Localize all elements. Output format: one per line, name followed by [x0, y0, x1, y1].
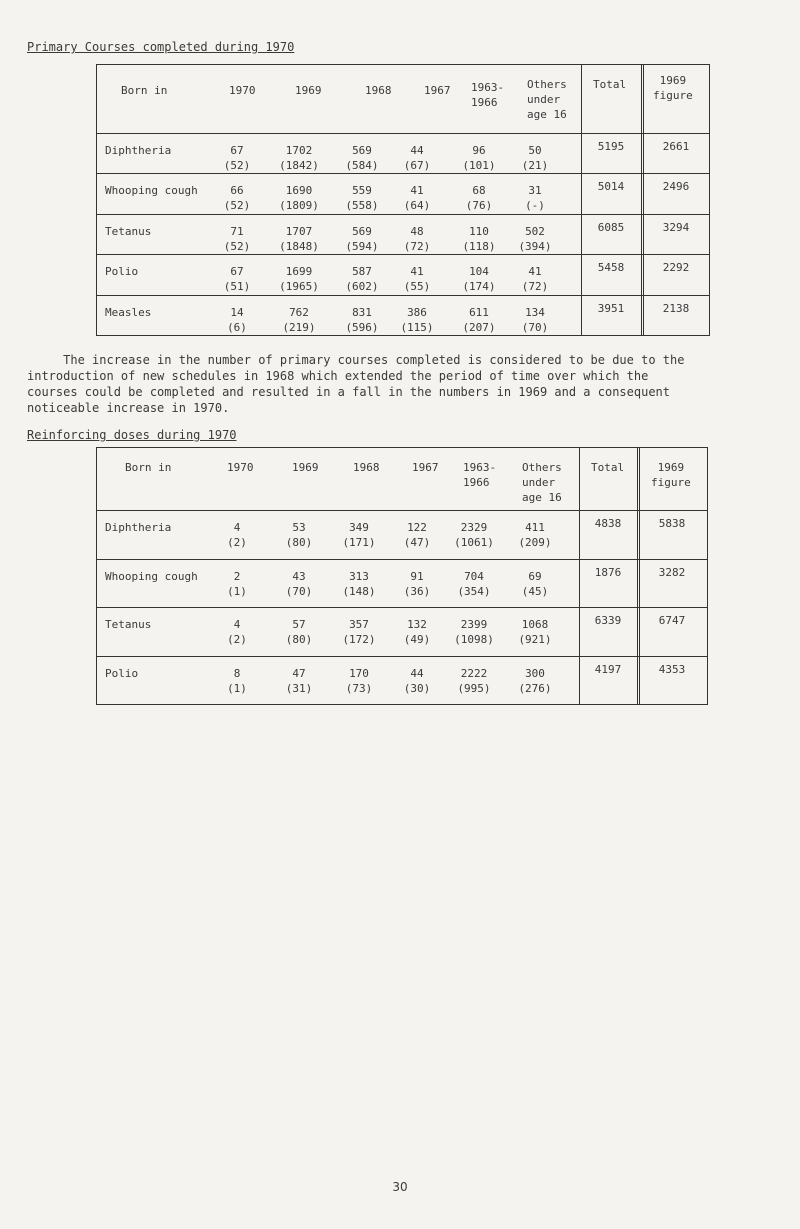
header-others: Others under age 16 — [527, 78, 567, 121]
cell-c1967: 386 (115) — [400, 305, 434, 334]
cell-c1970: 14 (6) — [227, 305, 247, 334]
cell-c1967: 132 (49) — [403, 618, 431, 646]
header-1963-1966: 1963- 1966 — [471, 81, 505, 109]
cell-total: 6085 — [597, 220, 625, 234]
header-1968: 1968 — [365, 84, 392, 97]
cell-c1963: 96 (101) — [462, 144, 496, 172]
header-1969: 1969 — [295, 84, 322, 97]
header-1969-figure: 1969 figure — [651, 461, 691, 489]
row-label: Measles — [105, 305, 152, 319]
cell-c1963: 2399 (1098) — [454, 618, 494, 646]
header-1970: 1970 — [227, 461, 254, 474]
table-row — [97, 510, 707, 560]
cell-c1969: 57 (80) — [285, 618, 313, 646]
table-header-row — [97, 65, 709, 134]
cell-fig1969: 2496 — [662, 180, 690, 194]
header-1970: 1970 — [229, 84, 256, 97]
row-label: Polio — [105, 666, 139, 680]
header-born-in: Born in — [125, 461, 172, 474]
cell-c1967: 44 (30) — [403, 666, 431, 695]
row-label: Diphtheria — [105, 521, 172, 534]
cell-c1963: 110 (118) — [462, 224, 496, 253]
row-label: Diphtheria — [105, 144, 172, 157]
cell-c1963: 704 (354) — [457, 569, 491, 598]
cell-c1967: 91 (36) — [403, 569, 431, 598]
cell-c1970: 2 (1) — [227, 569, 247, 598]
explanation-paragraph: The increase in the number of primary courses completed is considered to be due to the introduction of new schedules in 1968 which extended the period of time over which the courses could be completed and resulted in a fall in the numbers in 1969 and a consequent noticeable increase in 1970. — [27, 353, 685, 415]
header-others: Others under age 16 — [522, 461, 562, 504]
cell-c1967: 44 (67) — [403, 144, 431, 172]
cell-c1969: 53 (80) — [285, 521, 313, 549]
cell-c1968: 170 (73) — [345, 666, 373, 695]
cell-c1968: 831 (596) — [345, 305, 379, 334]
cell-c1963: 2222 (995) — [457, 666, 491, 695]
cell-c1969: 47 (31) — [285, 666, 313, 695]
cell-total: 4197 — [594, 662, 622, 676]
table-row — [97, 607, 707, 657]
header-1969-figure: 1969 figure — [653, 74, 693, 102]
table-row — [97, 214, 709, 255]
cell-others: 411 (209) — [518, 521, 552, 549]
cell-c1970: 71 (52) — [223, 224, 251, 253]
cell-c1968: 349 (171) — [342, 521, 376, 549]
cell-total: 4838 — [594, 517, 622, 530]
cell-fig1969: 3294 — [662, 220, 690, 234]
cell-fig1969: 4353 — [658, 662, 686, 676]
cell-c1969: 1690 (1809) — [279, 184, 319, 213]
cell-c1970: 4 (2) — [227, 618, 247, 646]
cell-c1968: 559 (558) — [345, 184, 379, 213]
primary-courses-table — [96, 64, 710, 336]
cell-others: 1068 (921) — [518, 618, 552, 646]
cell-c1968: 587 (602) — [345, 265, 379, 294]
cell-fig1969: 2292 — [662, 261, 690, 275]
cell-c1970: 4 (2) — [227, 521, 247, 549]
cell-c1963: 2329 (1061) — [454, 521, 494, 549]
table-row — [97, 295, 709, 335]
cell-others: 134 (70) — [521, 305, 549, 334]
cell-others: 300 (276) — [518, 666, 552, 695]
cell-c1970: 8 (1) — [227, 666, 247, 695]
row-label: Polio — [105, 265, 139, 279]
cell-c1968: 569 (584) — [345, 144, 379, 172]
table-row — [97, 559, 707, 609]
header-total: Total — [591, 461, 625, 474]
cell-c1970: 66 (52) — [223, 184, 251, 213]
cell-c1963: 611 (207) — [462, 305, 496, 334]
cell-c1963: 104 (174) — [462, 265, 496, 294]
reinforcing-doses-title: Reinforcing doses during 1970 — [27, 428, 237, 442]
cell-others: 41 (72) — [521, 265, 549, 294]
reinforcing-doses-table — [96, 447, 708, 705]
cell-total: 5195 — [597, 140, 625, 153]
row-label: Tetanus — [105, 224, 152, 238]
cell-fig1969: 2661 — [662, 140, 690, 153]
table-row — [97, 173, 709, 214]
header-total: Total — [593, 78, 627, 91]
row-label: Whooping cough — [105, 569, 198, 583]
cell-c1967: 41 (64) — [403, 184, 431, 213]
primary-courses-title: Primary Courses completed during 1970 — [27, 40, 295, 54]
cell-total: 6339 — [594, 614, 622, 627]
cell-total: 1876 — [594, 565, 622, 579]
cell-c1969: 43 (70) — [285, 569, 313, 598]
cell-c1967: 48 (72) — [403, 224, 431, 253]
header-1968: 1968 — [353, 461, 380, 474]
cell-c1968: 357 (172) — [342, 618, 376, 646]
cell-fig1969: 6747 — [658, 614, 686, 627]
cell-others: 50 (21) — [521, 144, 549, 172]
cell-fig1969: 5838 — [658, 517, 686, 530]
cell-c1969: 1699 (1965) — [279, 265, 319, 294]
cell-c1969: 1702 (1842) — [279, 144, 319, 172]
cell-c1968: 569 (594) — [345, 224, 379, 253]
cell-others: 69 (45) — [521, 569, 549, 598]
cell-others: 502 (394) — [518, 224, 552, 253]
table-row — [97, 133, 709, 174]
header-1967: 1967 — [424, 84, 451, 97]
cell-total: 5014 — [597, 180, 625, 194]
table-row — [97, 656, 707, 705]
cell-c1968: 313 (148) — [342, 569, 376, 598]
cell-c1967: 122 (47) — [403, 521, 431, 549]
cell-c1969: 762 (219) — [282, 305, 316, 334]
table-header-row — [97, 448, 707, 511]
cell-total: 5458 — [597, 261, 625, 275]
cell-fig1969: 3282 — [658, 565, 686, 579]
table-row — [97, 254, 709, 295]
cell-total: 3951 — [597, 301, 625, 315]
header-born-in: Born in — [121, 84, 168, 97]
header-1967: 1967 — [412, 461, 439, 474]
page-number: 30 — [392, 1180, 408, 1194]
cell-c1969: 1707 (1848) — [279, 224, 319, 253]
cell-c1963: 68 (76) — [465, 184, 493, 213]
cell-c1970: 67 (51) — [223, 265, 251, 294]
header-1963-1966: 1963- 1966 — [463, 461, 497, 489]
cell-c1967: 41 (55) — [403, 265, 431, 294]
header-1969: 1969 — [292, 461, 319, 474]
cell-fig1969: 2138 — [662, 301, 690, 315]
cell-others: 31 (-) — [525, 184, 545, 213]
row-label: Whooping cough — [105, 184, 198, 198]
row-label: Tetanus — [105, 618, 152, 631]
cell-c1970: 67 (52) — [223, 144, 251, 172]
